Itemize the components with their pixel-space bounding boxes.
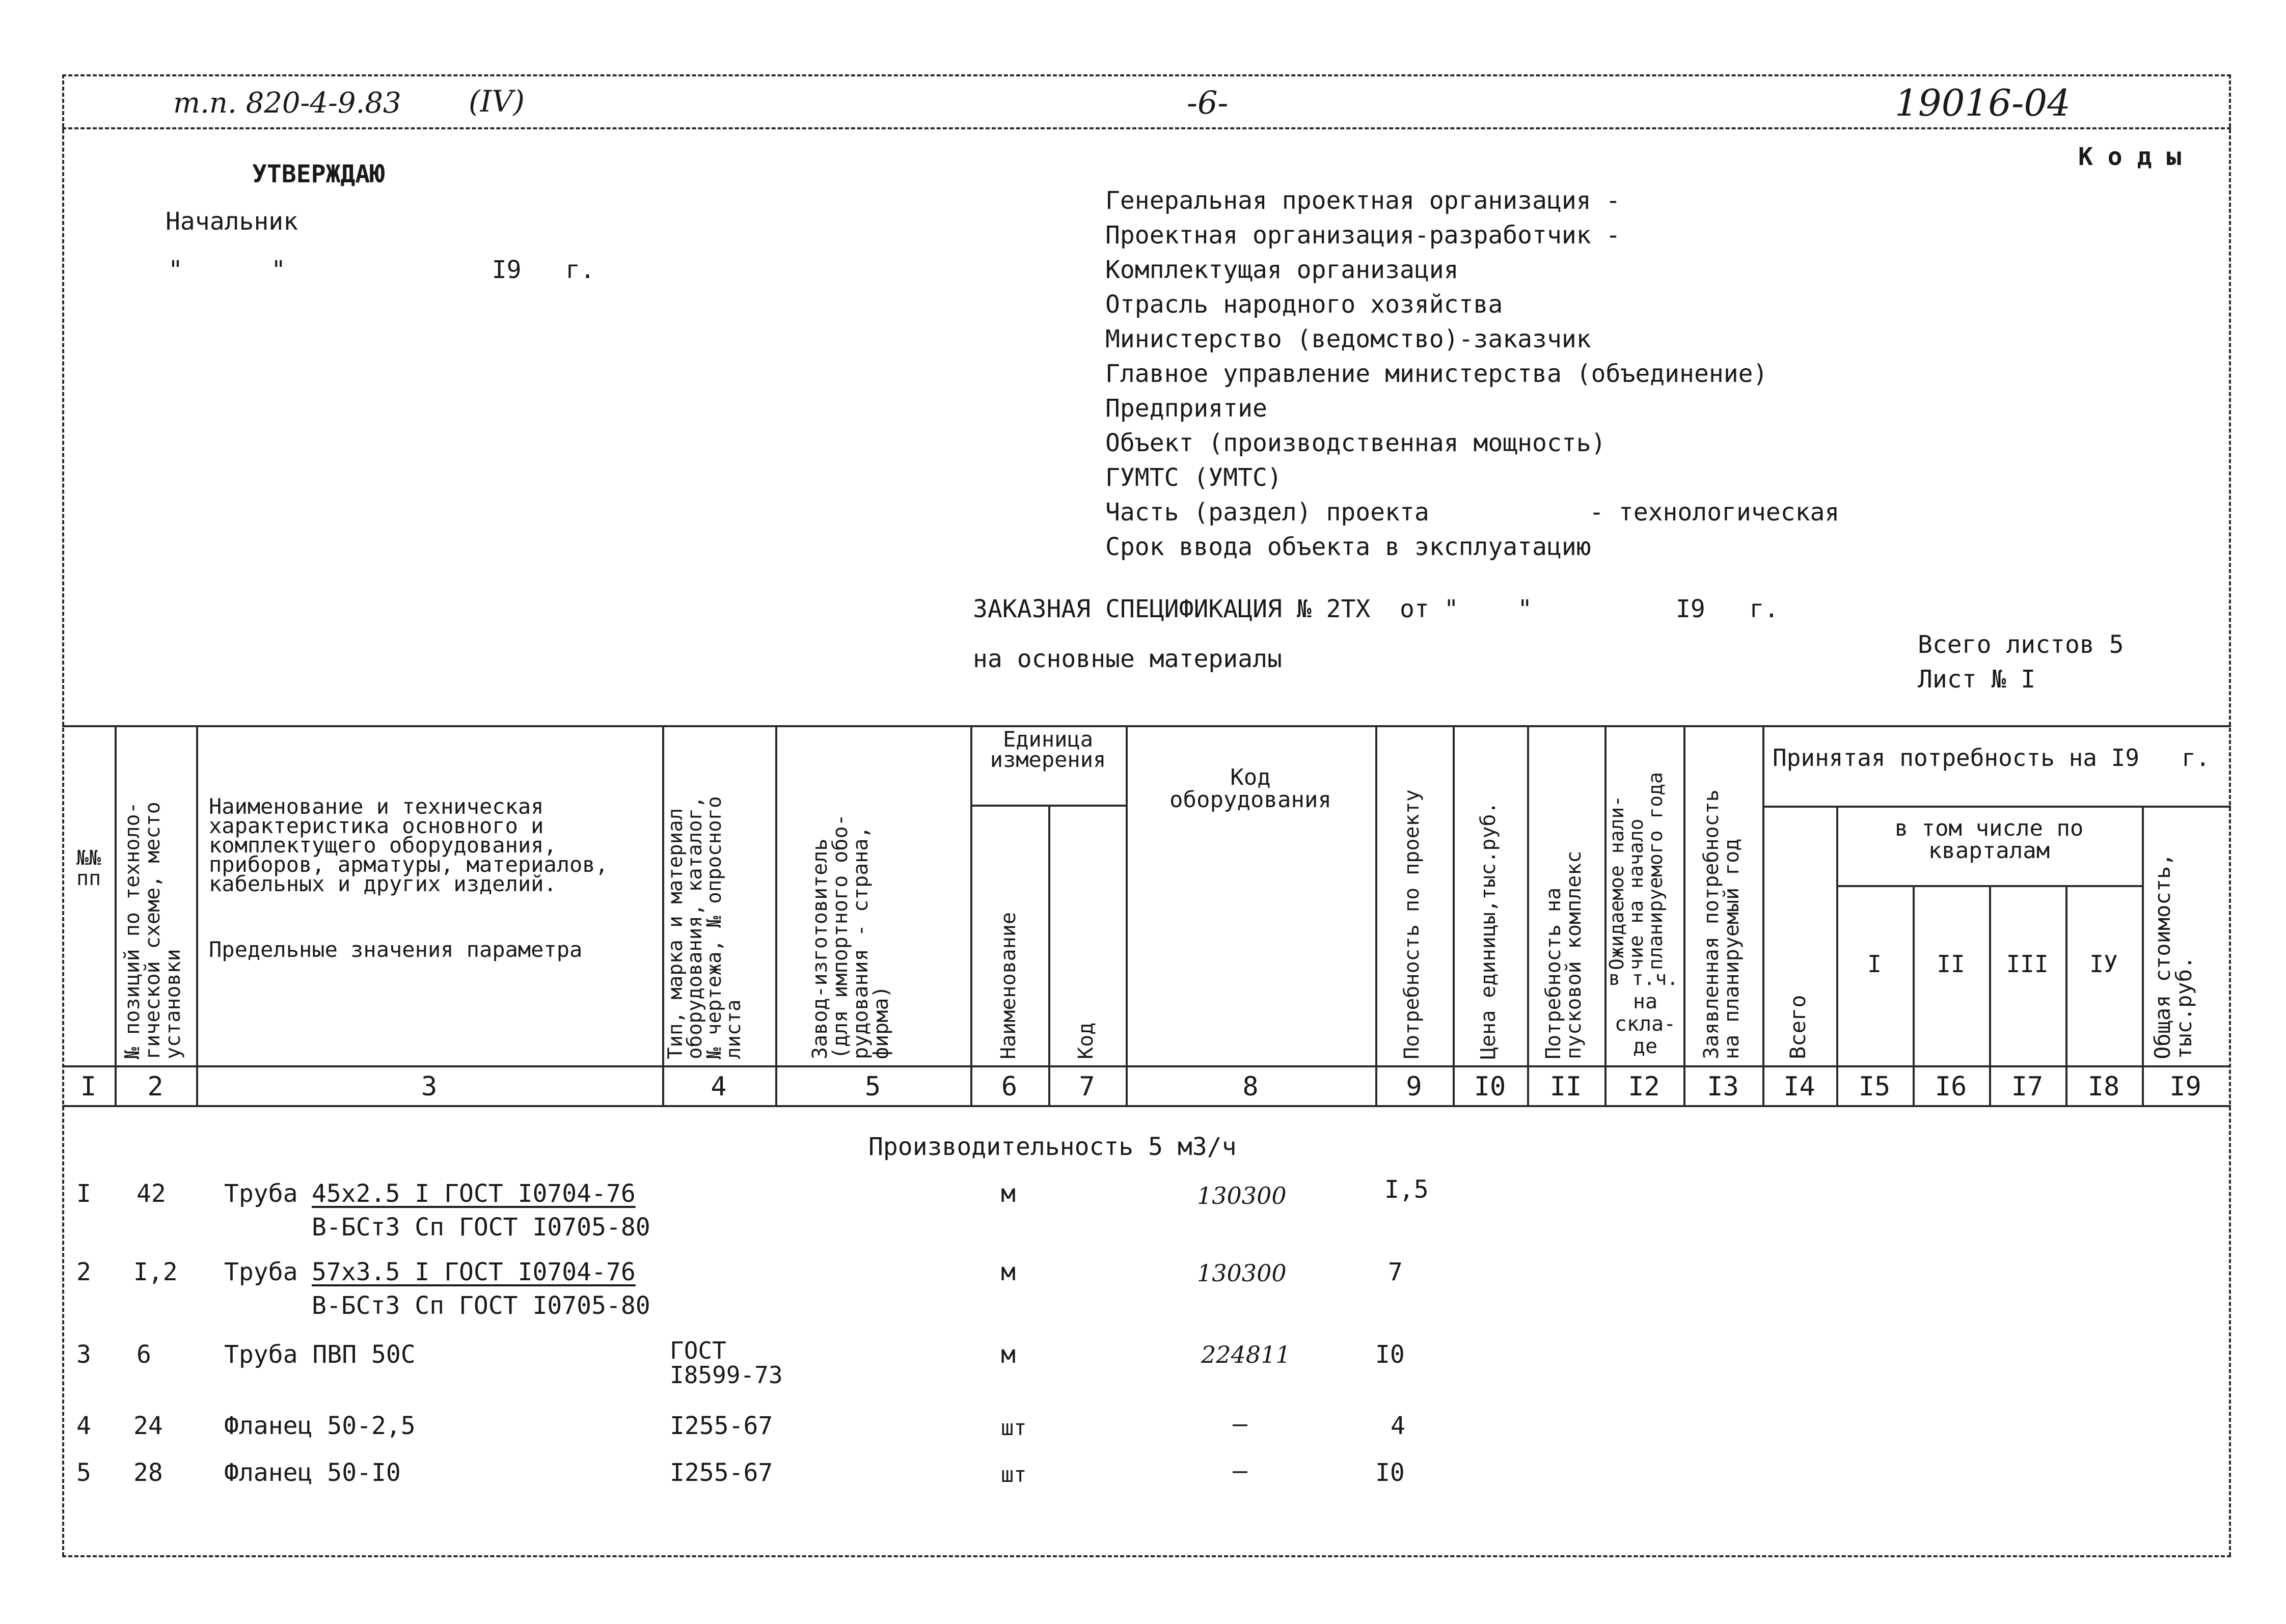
row4-pos: 24 [133,1412,163,1440]
header-bottom-line [62,1065,2231,1067]
spec-title: ЗАКАЗНАЯ СПЕЦИФИКАЦИЯ № 2ТХ от " " [973,595,1533,623]
row5-pos: 28 [133,1458,163,1487]
org-deadline: Срок ввода объекта в эксплуатацию [1105,533,1591,561]
col-num-10: I0 [1474,1071,1506,1102]
accepted-divider [1762,806,2231,808]
row5-type: I255-67 [670,1458,773,1487]
spec-year: I9 г. [1676,595,1779,623]
col-line-13 [1762,725,1764,1105]
col-line-5 [970,725,972,1105]
col-num-1: I [80,1071,97,1102]
row4-qty: 4 [1391,1412,1405,1440]
colnum-bottom-line [62,1105,2231,1107]
row3-num: 3 [76,1340,91,1369]
org-enterprise: Предприятие [1105,394,1267,423]
org-section-value: - технологическая [1589,498,1840,527]
row4-unit: шт [1001,1415,1027,1440]
hdr-total: Всего [1785,995,1810,1059]
page-number: -6- [1187,84,1229,121]
row5-num: 5 [76,1458,91,1487]
col-line-8 [1375,725,1377,1105]
col-line-2 [196,725,198,1105]
hdr-stock-warehouse: на скла- де [1614,990,1676,1058]
col-num-9: 9 [1406,1071,1422,1102]
col-num-4: 4 [711,1071,727,1102]
frame-right [2229,74,2231,1556]
col-num-8: 8 [1242,1071,1259,1102]
row3-unit: м [1001,1340,1016,1369]
frame-left [62,74,64,1556]
hdr-q1: I [1867,950,1882,978]
col-num-16: I6 [1935,1071,1967,1102]
col-line-9 [1453,725,1455,1105]
col-line-4 [775,725,777,1105]
hdr-project-need: Потребность по проекту [1400,789,1424,1059]
org-main-dept: Главное управление министерства (объединение) [1105,360,1768,388]
row1-unit: м [1001,1179,1016,1208]
row4-type: I255-67 [670,1412,773,1440]
col-num-7: 7 [1079,1071,1095,1102]
col-num-3: 3 [421,1071,438,1102]
frame-top [62,74,2231,76]
row5-code: — [1233,1456,1247,1485]
col-num-18: I8 [2087,1071,2120,1102]
row3-code: 224811 [1201,1341,1291,1368]
col-num-14: I4 [1783,1071,1815,1102]
hdr-unit-name: Наименование [997,912,1020,1059]
row1-num: I [76,1179,91,1208]
row2-name: Труба [224,1258,298,1286]
row3-pos: 6 [137,1340,151,1369]
col-line-12 [1683,725,1685,1105]
hdr-equipment-code: Код оборудования [1169,764,1331,813]
org-object: Объект (производственная мощность) [1105,429,1606,457]
org-section: Часть (раздел) проекта [1105,498,1429,527]
row5-name: Фланец 50-I0 [224,1458,401,1487]
codes-label: К о д ы [2078,143,2182,171]
row1-name: Труба [224,1179,298,1208]
org-developer: Проектная организация-разработчик - [1105,221,1621,250]
col-num-15: I5 [1858,1071,1891,1102]
row1-pos: 42 [137,1179,166,1208]
row5-qty: I0 [1375,1458,1405,1487]
col-num-12: I2 [1628,1071,1660,1102]
hdr-declared-need: Заявленная потребность на планируемый год [1700,789,1744,1059]
approval-date-line: " " I9 г. [168,256,595,284]
row3-name: Труба ПВП 50С [224,1340,416,1369]
row1-qty: I,5 [1384,1175,1429,1204]
hdr-quarters: в том числе по кварталам [1894,815,2084,864]
hdr-name: Наименование и техническая характеристика основного и комплектущего оборудования, приборов, арматуры, материалов, кабельных и других изделий. [209,794,608,896]
hdr-q2: II [1937,950,1965,978]
project-ref: т.п. 820-4-9.83 [173,87,401,120]
hdr-name-limits: Предельные значения параметра [209,937,583,962]
col-num-5: 5 [864,1071,881,1102]
row2-unit: м [1001,1258,1016,1286]
row1-spec: 45х2.5 I ГОСТ I0704-76 [312,1179,636,1208]
group-title: Производительность 5 м3/ч [868,1133,1237,1161]
col-num-19: I9 [2169,1071,2201,1102]
col-line-1 [115,725,117,1105]
col-num-11: II [1549,1071,1582,1102]
org-gumts: ГУМТС (УМТС) [1105,463,1282,492]
row3-type: ГОСТ I8599-73 [670,1337,783,1389]
row2-spec2: В-БСт3 Сп ГОСТ I0705-80 [312,1291,650,1320]
hdr-position: № позиций по техноло- гической схеме, место установки [121,802,185,1059]
row2-qty: 7 [1388,1258,1403,1286]
row4-code: — [1233,1410,1247,1438]
row2-num: 2 [76,1258,91,1286]
col-num-6: 6 [1001,1071,1018,1102]
total-sheets: Всего листов 5 [1918,630,2124,659]
org-general: Генеральная проектная организация - [1105,186,1621,215]
hdr-manufacturer: Завод-изготовитель (для импортного обо- рудования - страна, фирма) [808,814,893,1059]
hdr-unit: Единица измерения [990,727,1106,772]
row4-name: Фланец 50-2,5 [224,1412,416,1440]
org-supplier: Комплектущая организация [1105,256,1459,284]
row1-spec2: В-БСт3 Сп ГОСТ I0705-80 [312,1213,650,1242]
row2-pos: I,2 [133,1258,178,1286]
doc-number: 19016-04 [1895,81,2071,124]
hdr-total-cost: Общая стоимость, тыс.руб. [2150,853,2196,1059]
album-number: (IV) [469,84,525,119]
top-bar-divider [62,127,2231,129]
hdr-startup-need: Потребность на пусковой комплекс [1542,850,1586,1059]
col-num-17: I7 [2011,1071,2044,1102]
hdr-unit-price: Цена единицы,тыс.руб. [1477,802,1500,1059]
table-top-line [62,725,2231,727]
hdr-accepted-need: Принятая потребность на I9 г. [1773,744,2210,772]
frame-bottom [62,1555,2231,1557]
row4-num: 4 [76,1412,91,1440]
sheet-number: Лист № I [1918,665,2036,694]
hdr-num: №№ пп [76,846,101,890]
col-line-10 [1527,725,1529,1105]
hdr-type: Тип, марка и материал оборудования, каталог, № чертежа, № опросного листа [664,796,745,1059]
org-ministry: Министерство (ведомство)-заказчик [1105,325,1591,353]
row3-qty: I0 [1375,1340,1405,1369]
approval-title: УТВЕРЖДАЮ [252,160,385,188]
col-num-2: 2 [147,1071,164,1102]
spec-subtitle: на основные материалы [973,645,1282,673]
row5-unit: шт [1001,1462,1027,1487]
hdr-stock-incl: в т.ч. [1609,967,1679,989]
hdr-q3: III [2006,950,2049,978]
row1-code: 130300 [1197,1182,1287,1209]
hdr-expected-stock: Ожидаемое нали- чие на начало планируемого года [1605,772,1667,970]
col-line-6 [1048,805,1050,1105]
row2-spec: 57х3.5 I ГОСТ I0704-76 [312,1258,636,1286]
row2-code: 130300 [1197,1259,1287,1287]
hdr-q4: IУ [2089,950,2118,978]
org-industry: Отрасль народного хозяйства [1105,290,1503,319]
col-num-13: I3 [1707,1071,1739,1102]
col-line-18 [2142,806,2144,1105]
approval-position: Начальник [166,207,298,236]
hdr-unit-code: Код [1074,1022,1098,1059]
